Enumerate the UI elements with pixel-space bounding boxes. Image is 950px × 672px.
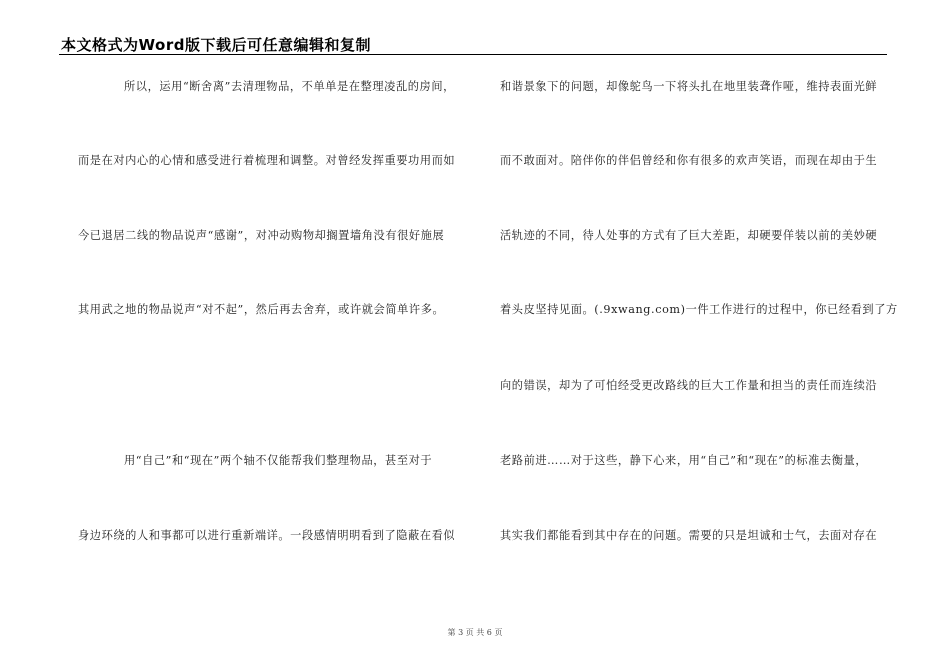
page-number-footer: 第 3 页 共 6 页 [447, 628, 503, 637]
paragraph-line: 而是在对内心的心情和感受进行着梳理和调整。对曾经发挥重要功用而如 [78, 154, 456, 167]
paragraph-line: 着头皮坚持见面。(.9xwang.com)一件工作进行的过程中，你已经看到了方 [500, 303, 898, 316]
paragraph-line: 其用武之地的物品说声“对不起”，然后再去舍弃，或许就会简单许多。 [78, 303, 445, 316]
paragraph-line: 活轨迹的不同，待人处事的方式有了巨大差距，却硬要佯装以前的美妙硬 [500, 229, 878, 242]
paragraph-line: 所以，运用“断舍离”去清理物品，不单单是在整理凌乱的房间， [124, 80, 455, 93]
paragraph-line: 而不敢面对。陪伴你的伴侣曾经和你有很多的欢声笑语，而现在却由于生 [500, 154, 878, 167]
paragraph-line: 老路前进……对于这些，静下心来，用“自己”和“现在”的标准去衡量， [500, 454, 868, 467]
paragraph-line: 其实我们都能看到其中存在的问题。需要的只是坦诚和士气，去面对存在 [500, 529, 878, 542]
page-header-title: 本文格式为Word版下载后可任意编辑和复制 [61, 36, 371, 54]
paragraph-line: 向的错误，却为了可怕经受更改路线的巨大工作量和担当的责任而连续沿 [500, 379, 878, 392]
paragraph-line: 身边环绕的人和事都可以进行重新端详。一段感情明明看到了隐蔽在看似 [78, 529, 456, 542]
paragraph-line: 用“自己”和“现在”两个轴不仅能帮我们整理物品，甚至对于 [124, 454, 433, 467]
paragraph-line: 今已退居二线的物品说声“感谢”，对冲动购物却搁置墙角没有很好施展 [78, 229, 445, 242]
header-divider [59, 54, 887, 55]
paragraph-line: 和谐景象下的问题，却像鸵鸟一下将头扎在地里装聋作哑，维持表面光鲜 [500, 80, 878, 93]
